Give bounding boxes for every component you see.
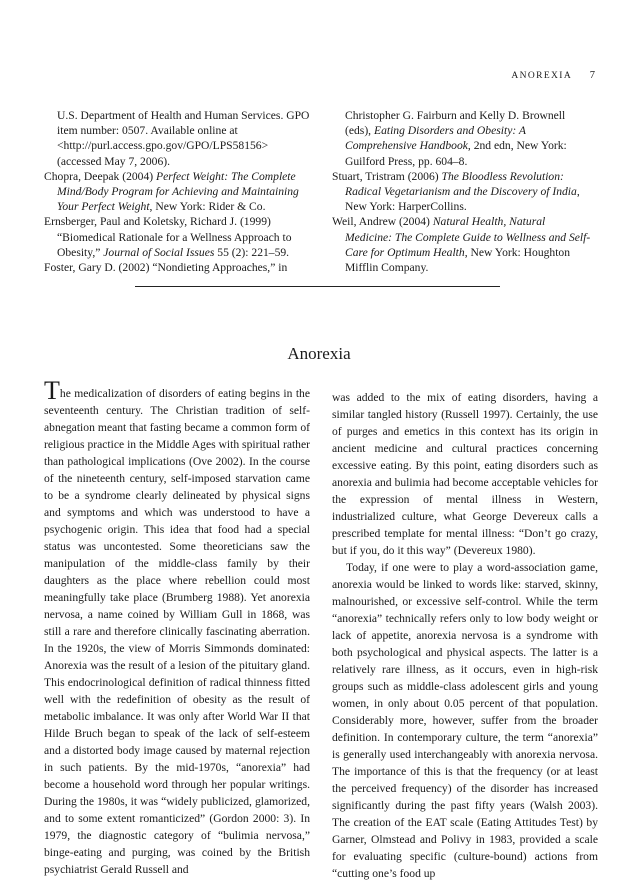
page-header bbox=[511, 70, 596, 81]
reference-entry: Weil, Andrew (2004) Natural Health, Natural Medicine: The Complete Guide to Wellness and Self-Care for Optimum Health, New York: Houghton Mifflin Company. bbox=[332, 215, 591, 275]
reference-entry: Stuart, Tristram (2006) The Bloodless Revolution: Radical Vegetarianism and the Discovery of India, New York: HarperCollins. bbox=[332, 169, 580, 214]
article-title: Anorexia bbox=[287, 344, 351, 363]
paragraph: was added to the mix of eating disorders, having a similar tangled history (Russell 1997). Certainly, the use of purges and emetics in this context has its origin in ancient medicine and cultural practices concerning excessive eating. By this point, eating disorders such as anorexia and bulimia had become acceptable vehicles for the expression of mental illness in Western, industrialized culture, what George Devereux calls a prescribed template for mental illness: “Don’t go crazy, but if you, do it this way” (Devereux 1980). bbox=[332, 391, 598, 557]
reference-entry: Chopra, Deepak (2004) Perfect Weight: The Complete Mind/Body Program for Achieving and Maintaining Your Perfect Weight, New York: Rider & Co. bbox=[44, 169, 299, 214]
reference-entry: Ernsberger, Paul and Koletsky, Richard J. (1999) “Biomedical Rationale for a Wellness Approach to Obesity,” Journal of Social Issues 55 (2): 221–59. bbox=[44, 215, 292, 259]
references-right-column bbox=[332, 108, 594, 275]
paragraph: The medicalization of disorders of eating begins in the seventeenth century. The Christian tradition of self-abnegation meant that fasting became a common form of religious practice in the Middle Ages with spiritual rather than pathological implications (Ove 2002). In the course of the nineteenth century, self-imposed starvation came to be a syndrome clearly delineated by physical signs and symptoms and which was understood to have a psychogenic origin. This idea that food had a special status was uncontested. Some theoreticians saw the manipulation of the middle-class family by their daughters as the place where rebellion could most meaningfully take place (Brumberg 1988). Yet anorexia nervosa, a name coined by William Gull in 1868, was still a rare and therefore clinically fascinating aberration. In the 1920s, the view of Morris Simmonds dominated: Anorexia was the result of a lesion of the pituitary gland. This endocrinological definition of radical thinness fitted well with the redefinition of obesity as the result of metabolic imbalance. It was only after World War II that Hilde Bruch began to speak of the lack of self-esteem and a distorted body image caused by maternal rejection in such patients. By the mid-1970s, “anorexia” had become a household word through her popular writings. During the 1980s, it was “widely publicized, glamorized, and to some extent romanticized” (Gordon 2000: 3). In 1979, the diagnostic category of “bulimia nervosa,” binge-eating and purging, was coined by the British psychiatrist Gerald Russell and bbox=[44, 376, 310, 876]
section-divider bbox=[135, 286, 500, 287]
paragraph: Today, if one were to play a word-association game, anorexia would be linked to words like: starved, skinny, malnourished, or excessive self-control. While the term “anorexia” technically refers only to low body weight or lack of appetite, anorexia nervosa is a syndrome with both psychological and physical aspects. The latter is a relatively rare illness, as it occurs, even in high-risk groups such as middle-class adolescent girls and young women, in only about 0.05 percent of that population. Considerably more, however, suffer from the broader definition. In contemporary culture, the term “anorexia” is generally used interchangeably with anorexia nervosa. The importance of this is that the frequency (or at least the perceived frequency) of the disorder has increased significantly during the past fifty years (Walsh 2003). The creation of the EAT scale (Eating Attitudes Test) by Garner, Olmstead and Polivy in 1983, provided a scale for evaluating specific (culture-bound) actions from “cutting one’s food up bbox=[332, 561, 598, 880]
reference-entry: U.S. Department of Health and Human Services. GPO item number: 0507. Available online at <http://purl.access.gpo.gov/GPO/LPS58156> (accessed May 7, 2006). bbox=[57, 109, 310, 168]
article-left-column bbox=[44, 376, 310, 878]
reference-entry: Foster, Gary D. (2002) “Nondieting Approaches,” in bbox=[44, 261, 288, 275]
references-left-column bbox=[44, 108, 312, 275]
running-title: ANOREXIA bbox=[511, 71, 573, 81]
reference-entry: Christopher G. Fairburn and Kelly D. Brownell (eds), Eating Disorders and Obesity: A Comprehensive Handbook, 2nd edn, New York: Guilford Press, pp. 604–8. bbox=[345, 109, 567, 168]
drop-cap: T bbox=[44, 376, 60, 405]
page-number: 7 bbox=[589, 70, 596, 81]
article-right-column bbox=[332, 389, 598, 882]
